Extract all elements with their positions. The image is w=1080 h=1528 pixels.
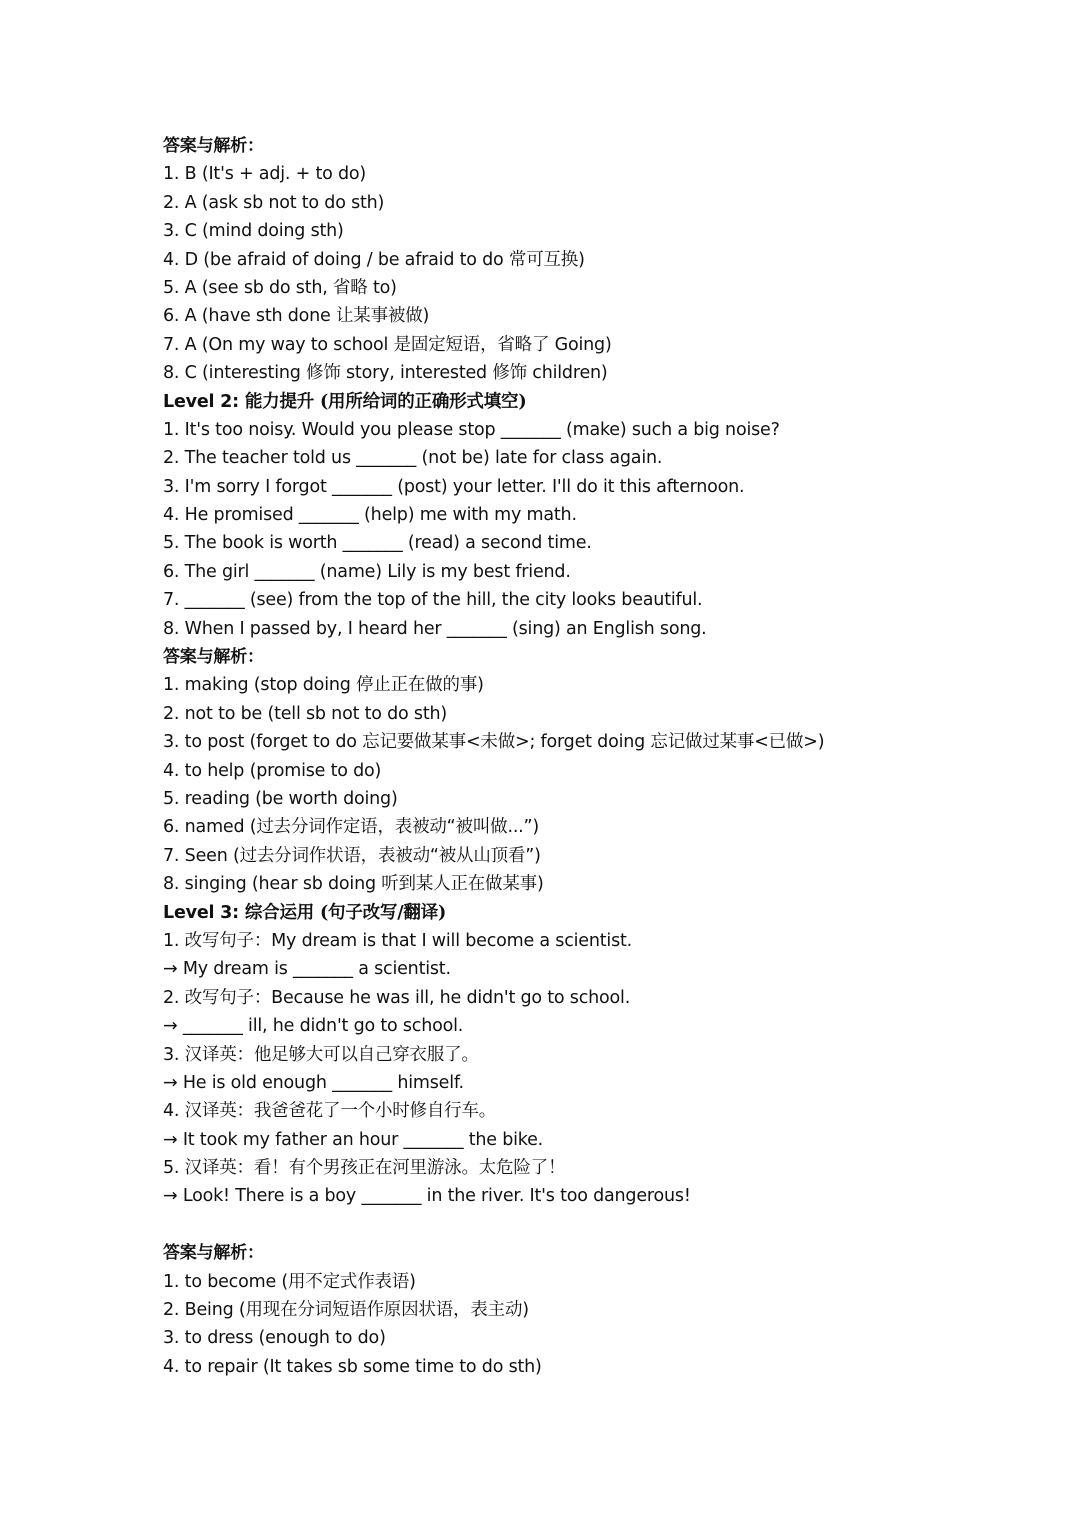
exercise-line: → _______ ill, he didn't go to school. xyxy=(163,1016,464,1037)
exercise-line: → He is old enough _______ himself. xyxy=(163,1072,464,1093)
exercise-line: → Look! There is a boy _______ in the river. It's too dangerous! xyxy=(163,1186,691,1207)
answer-item: 2. A (ask sb not to do sth) xyxy=(163,192,385,213)
exercise-line: → My dream is _______ a scientist. xyxy=(163,959,451,980)
question-item: 6. The girl _______ (name) Lily is my best friend. xyxy=(163,561,571,582)
answer-item: 1. making (stop doing 停止正在做的事) xyxy=(163,675,484,696)
exercise-line: 1. 改写句子：My dream is that I will become a scientist. xyxy=(163,930,633,951)
exercise-line: 4. 汉译英：我爸爸花了一个小时修自行车。 xyxy=(163,1101,497,1122)
exercise-line: 2. 改写句子：Because he was ill, he didn't go to school. xyxy=(163,987,631,1008)
answer-item: 1. B (It's + adj. + to do) xyxy=(163,164,367,185)
exercise-line: → It took my father an hour _______ the bike. xyxy=(163,1129,544,1150)
answer-item: 6. A (have sth done 让某事被做) xyxy=(163,306,430,327)
worksheet-page xyxy=(163,132,1043,1381)
spacer xyxy=(163,1211,1043,1239)
answer-item: 7. A (On my way to school 是固定短语，省略了 Going) xyxy=(163,334,612,355)
level3-title-cn: 综合运用 (句子改写/翻译) xyxy=(238,902,447,923)
question-item: 5. The book is worth _______ (read) a second time. xyxy=(163,533,592,554)
answer-item: 5. A (see sb do sth, 省略 to) xyxy=(163,277,397,298)
level3-title xyxy=(163,899,1043,927)
answer-item: 3. C (mind doing sth) xyxy=(163,221,344,242)
answer-item: 5. reading (be worth doing) xyxy=(163,788,398,809)
level3-title-en: Level 3: xyxy=(163,902,239,923)
answer-item: 8. C (interesting 修饰 story, interested 修饰 children) xyxy=(163,363,608,384)
answer-item: 2. Being (用现在分词短语作原因状语，表主动) xyxy=(163,1300,529,1321)
question-item: 7. _______ (see) from the top of the hill, the city looks beautiful. xyxy=(163,590,703,611)
question-item: 1. It's too noisy. Would you please stop _______ (make) such a big noise? xyxy=(163,419,780,440)
question-item: 4. He promised _______ (help) me with my math. xyxy=(163,505,577,526)
answer-item: 7. Seen (过去分词作状语，表被动“被从山顶看”) xyxy=(163,845,541,866)
answers-heading-level3: 答案与解析： xyxy=(163,1243,264,1264)
answer-item: 1. to become (用不定式作表语) xyxy=(163,1271,416,1292)
answer-item: 4. to help (promise to do) xyxy=(163,760,382,781)
exercise-line: 3. 汉译英：他足够大可以自己穿衣服了。 xyxy=(163,1044,479,1065)
level2-title-cn: 能力提升 (用所给词的正确形式填空) xyxy=(238,391,527,412)
answer-item: 2. not to be (tell sb not to do sth) xyxy=(163,703,448,724)
answer-item: 4. to repair (It takes sb some time to do sth) xyxy=(163,1356,542,1377)
question-item: 8. When I passed by, I heard her _______ (sing) an English song. xyxy=(163,618,707,639)
level2-title-en: Level 2: xyxy=(163,391,239,412)
answer-item: 6. named (过去分词作定语，表被动“被叫做...”) xyxy=(163,817,540,838)
answers-heading-level2: 答案与解析： xyxy=(163,647,264,668)
question-item: 3. I'm sorry I forgot _______ (post) your letter. I'll do it this afternoon. xyxy=(163,476,745,497)
exercise-line: 5. 汉译英：看！有个男孩正在河里游泳。太危险了！ xyxy=(163,1158,566,1179)
answers-heading-level1: 答案与解析： xyxy=(163,136,264,156)
answer-item: 3. to dress (enough to do) xyxy=(163,1328,386,1349)
answer-item: 8. singing (hear sb doing 听到某人正在做某事) xyxy=(163,874,544,895)
answer-item: 4. D (be afraid of doing / be afraid to do 常可互换) xyxy=(163,249,585,270)
answer-item: 3. to post (forget to do 忘记要做某事<未做>; forget doing 忘记做过某事<已做>) xyxy=(163,732,825,753)
level2-title xyxy=(163,388,1043,416)
question-item: 2. The teacher told us _______ (not be) late for class again. xyxy=(163,448,663,469)
